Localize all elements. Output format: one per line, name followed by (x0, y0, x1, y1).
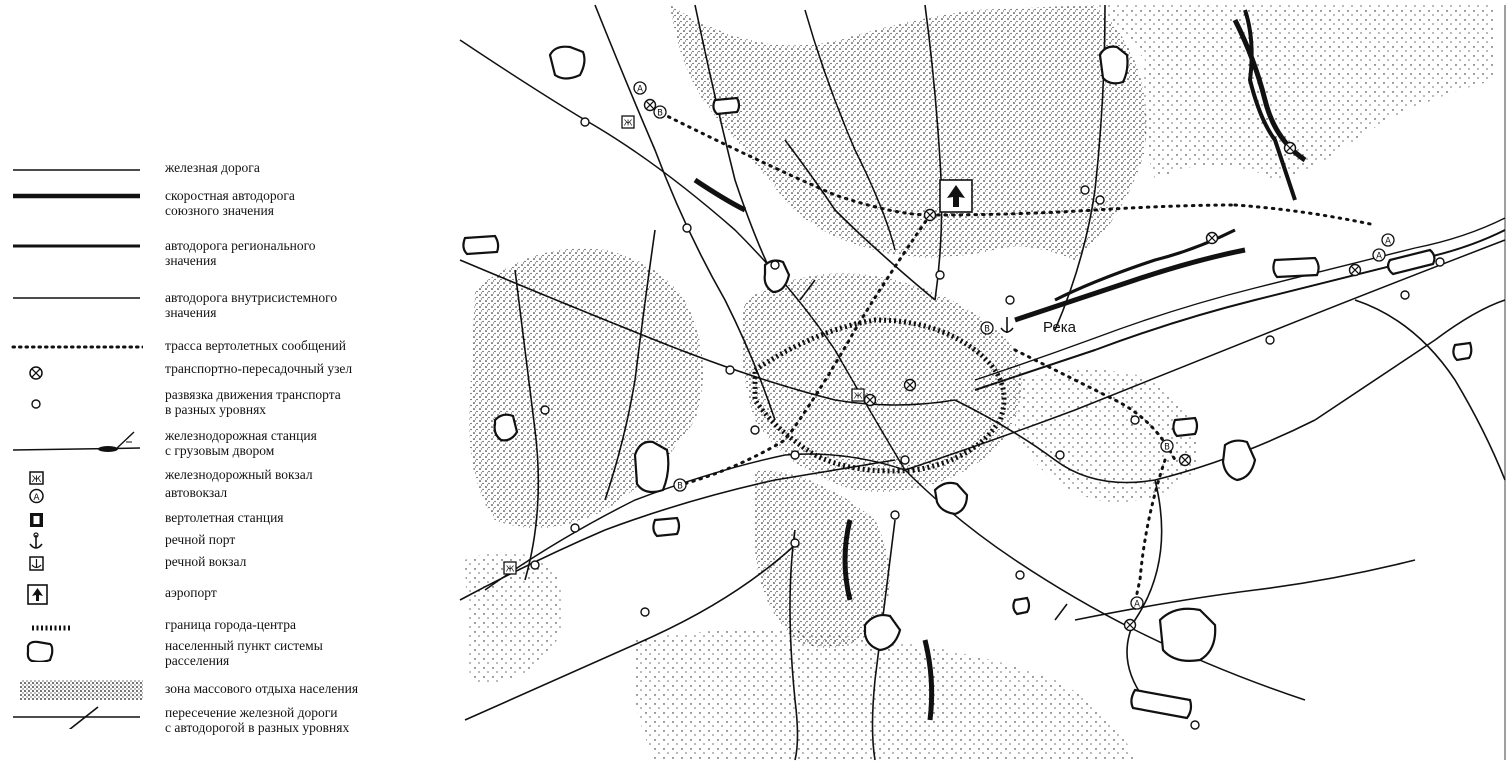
legend-text-rail-terminal: железнодорожный вокзал (165, 467, 313, 482)
settlement-3 (463, 236, 498, 254)
interchange-15 (641, 608, 649, 616)
svg-text:А: А (637, 84, 643, 95)
heliport-3 (1161, 440, 1173, 453)
transfer-hub-symbol (8, 361, 143, 385)
interchange-17 (1056, 451, 1064, 459)
svg-text:Ж: Ж (505, 564, 515, 574)
road-12 (1127, 480, 1162, 700)
railway-symbol (8, 160, 143, 184)
rail-terminal-3 (504, 562, 516, 574)
settlement-12 (495, 415, 517, 441)
svg-text:А: А (1376, 251, 1382, 262)
settlement-8 (1273, 258, 1318, 277)
interchange-23 (531, 561, 539, 569)
svg-text:В: В (657, 108, 663, 119)
anchor-icon (8, 532, 143, 556)
legend-item-helicopter-route (0, 338, 455, 356)
legend-item-interchange (0, 387, 455, 423)
legend-text-river-terminal: речной вокзал (165, 554, 247, 569)
legend-text-railway: железная дорога (165, 160, 260, 175)
helicopter-route-symbol (8, 338, 143, 362)
legend-text-helicopter-route: трасса вертолетных сообщений (165, 338, 346, 353)
heliport-1 (654, 106, 666, 119)
river-terminal-symbol (8, 554, 143, 578)
interchange-16 (1016, 571, 1024, 579)
settlement-4 (635, 442, 668, 492)
legend-text-federal-highway: скоростная автодорога союзного значения (165, 188, 295, 218)
transfer-hub-2 (925, 210, 936, 221)
interchange-12 (891, 511, 899, 519)
bus-station-1 (634, 82, 646, 95)
rail-terminal-1 (622, 116, 634, 128)
settlement-18 (1173, 418, 1197, 436)
freight-station-symbol (8, 428, 143, 452)
interchange-21 (1436, 258, 1444, 266)
legend-text-regional-road: автодорога регионального значения (165, 238, 316, 268)
transfer-hub-5 (1285, 143, 1296, 154)
settlement-5 (1223, 441, 1255, 480)
legend-text-heliport: вертолетная станция (165, 510, 284, 525)
legend-text-freight-station: железнодорожная станция с грузовым двором (165, 428, 317, 458)
heli-route-3 (1235, 205, 1375, 225)
transfer-hub-7 (865, 395, 876, 406)
svg-text:А: А (33, 493, 40, 503)
federal-highway-nw (695, 180, 745, 210)
recreation-zone-west (469, 248, 703, 528)
svg-text:В: В (984, 324, 990, 335)
interchange-11 (791, 451, 799, 459)
transfer-hub-8 (1180, 455, 1191, 466)
road-11 (1315, 300, 1505, 420)
legend-text-city-boundary: граница города-центра (165, 617, 296, 632)
heliport-2 (674, 479, 686, 492)
recreation-zone-east (1015, 370, 1197, 502)
svg-text:А: А (1134, 599, 1140, 610)
interchange-6 (1081, 186, 1089, 194)
legend-item-city-boundary (0, 617, 455, 635)
legend-item-river-port (0, 532, 455, 550)
settlement-14 (1013, 598, 1029, 614)
interchange-10 (751, 426, 759, 434)
recreation-zone-symbol (8, 678, 143, 702)
svg-text:А: А (1385, 236, 1391, 247)
legend-item-rail-road-crossing (0, 705, 455, 741)
bus-station-3 (1382, 234, 1394, 247)
legend-item-regional-road (0, 238, 455, 274)
rail-terminal-2 (852, 389, 864, 401)
interchange-13 (901, 456, 909, 464)
legend-text-rail-road-crossing: пересечение железной дороги с автодорогой в разных уровнях (165, 705, 350, 735)
legend-text-river-port: речной порт (165, 532, 236, 547)
interchange-22 (1191, 721, 1199, 729)
interchange-18 (1131, 416, 1139, 424)
transfer-hub-9 (1125, 620, 1136, 631)
regional-road-symbol (8, 238, 143, 262)
recreation-zone-north (670, 5, 1146, 260)
transfer-hub-3 (905, 380, 916, 391)
settlement-7 (935, 483, 967, 514)
svg-text:В: В (677, 481, 683, 492)
river-port-anchor-icon (1001, 317, 1013, 333)
interchange-24 (571, 524, 579, 532)
svg-text:Ж: Ж (853, 391, 863, 401)
interchange-symbol (8, 387, 143, 411)
interchange-4 (936, 271, 944, 279)
recreation-zones (465, 5, 1495, 760)
regional-transport-map (455, 0, 1512, 765)
river-label: Река (1043, 319, 1076, 336)
interchange-1 (581, 118, 589, 126)
settlement-16 (1453, 343, 1471, 360)
recreation-zone-center (742, 273, 1022, 491)
legend-item-settlement (0, 638, 455, 674)
federal-highway-symbol (8, 188, 143, 212)
settlement-1 (550, 47, 584, 79)
legend-text-bus-station: автовокзал (165, 485, 228, 500)
interchange-8 (541, 406, 549, 414)
crossing-2 (1055, 604, 1067, 620)
bus-station-4 (1131, 597, 1143, 610)
airport-symbol (8, 583, 143, 607)
svg-text:Ж: Ж (623, 118, 633, 128)
legend-item-rail-terminal (0, 467, 455, 485)
rail-road-crossing-symbol (8, 705, 143, 729)
settlement-17 (713, 98, 739, 114)
road-13 (1075, 560, 1415, 620)
legend-item-freight-station (0, 428, 455, 464)
legend-item-federal-highway (0, 188, 455, 224)
legend-item-bus-station (0, 485, 455, 503)
interchange-19 (1266, 336, 1274, 344)
legend-item-transfer-hub (0, 361, 455, 381)
legend-text-interchange: развязка движения транспорта в разных уровнях (165, 387, 341, 417)
heliport-4 (981, 322, 993, 335)
map-legend (0, 0, 455, 765)
settlement-9 (1131, 690, 1191, 718)
legend-text-settlement: населенный пункт системы расселения (165, 638, 323, 668)
svg-text:В: В (1164, 442, 1170, 453)
interchange-14 (791, 539, 799, 547)
interchange-3 (771, 261, 779, 269)
transfer-hub-4 (1207, 233, 1218, 244)
settlement-2 (1100, 47, 1128, 84)
legend-item-river-terminal (0, 554, 455, 572)
interchange-20 (1401, 291, 1409, 299)
road-14 (1355, 300, 1505, 480)
legend-item-heliport (0, 510, 455, 528)
settlement-13 (653, 518, 679, 536)
legend-text-intrasystem-road: автодорога внутрисистемного значения (165, 290, 338, 320)
legend-text-transfer-hub: транспортно-пересадочный узел (165, 361, 353, 376)
legend-item-intrasystem-road (0, 290, 455, 326)
transfer-hub-6 (1350, 265, 1361, 276)
bus-station-symbol (8, 485, 143, 509)
federal-highway-northeast (1015, 250, 1245, 320)
svg-text:Ж: Ж (31, 475, 42, 485)
settlement-symbol (8, 638, 143, 662)
settlement-6 (1160, 609, 1215, 661)
legend-text-recreation-zone: зона массового отдыха населения (165, 681, 359, 696)
legend-item-airport (0, 583, 455, 607)
airport-icon (940, 180, 972, 212)
interchange-7 (1096, 196, 1104, 204)
interchange-5 (1006, 296, 1014, 304)
bus-station-2 (1373, 249, 1385, 262)
legend-text-airport: аэропорт (165, 585, 217, 600)
map-canvas (455, 0, 1512, 765)
intrasystem-road-symbol (8, 290, 143, 314)
interchange-2 (683, 224, 691, 232)
interchange-9 (726, 366, 734, 374)
legend-item-recreation-zone (0, 678, 455, 700)
legend-item-railway (0, 160, 455, 180)
transfer-hub-1 (645, 100, 656, 111)
heliport-symbol (8, 510, 143, 534)
